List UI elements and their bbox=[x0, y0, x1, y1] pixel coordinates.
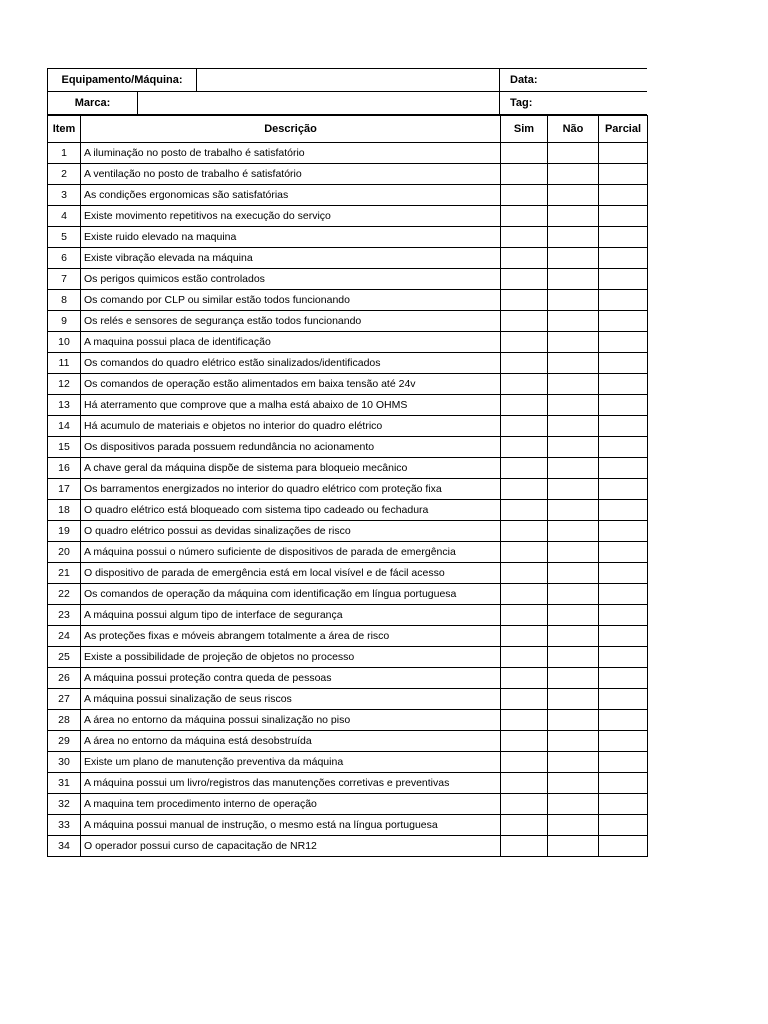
table-row bbox=[48, 269, 648, 290]
item-description: Os dispositivos parada possuem redundância no acionamento bbox=[81, 437, 501, 458]
brand-label: Marca: bbox=[47, 92, 138, 114]
checklist-table bbox=[47, 115, 648, 857]
partial-checkbox-cell[interactable] bbox=[599, 731, 648, 752]
item-description: A área no entorno da máquina possui sinalização no piso bbox=[81, 710, 501, 731]
item-number: 31 bbox=[48, 773, 81, 794]
equipment-field[interactable] bbox=[197, 69, 500, 91]
yes-checkbox-cell[interactable] bbox=[501, 437, 548, 458]
item-number: 11 bbox=[48, 353, 81, 374]
item-number: 21 bbox=[48, 563, 81, 584]
column-partial: Parcial bbox=[599, 116, 648, 143]
yes-checkbox-cell[interactable] bbox=[501, 689, 548, 710]
partial-checkbox-cell[interactable] bbox=[599, 185, 648, 206]
no-checkbox-cell[interactable] bbox=[548, 815, 599, 836]
no-checkbox-cell[interactable] bbox=[548, 752, 599, 773]
item-description: A máquina possui manual de instrução, o mesmo está na língua portuguesa bbox=[81, 815, 501, 836]
item-number: 30 bbox=[48, 752, 81, 773]
partial-checkbox-cell[interactable] bbox=[599, 836, 648, 857]
no-checkbox-cell[interactable] bbox=[548, 206, 599, 227]
yes-checkbox-cell[interactable] bbox=[501, 605, 548, 626]
item-number: 27 bbox=[48, 689, 81, 710]
table-row bbox=[48, 458, 648, 479]
partial-checkbox-cell[interactable] bbox=[599, 206, 648, 227]
table-row bbox=[48, 374, 648, 395]
table-row bbox=[48, 794, 648, 815]
partial-checkbox-cell[interactable] bbox=[599, 521, 648, 542]
item-description: Há aterramento que comprove que a malha está abaixo de 10 OHMS bbox=[81, 395, 501, 416]
partial-checkbox-cell[interactable] bbox=[599, 647, 648, 668]
no-checkbox-cell[interactable] bbox=[548, 542, 599, 563]
partial-checkbox-cell[interactable] bbox=[599, 227, 648, 248]
item-number: 13 bbox=[48, 395, 81, 416]
partial-checkbox-cell[interactable] bbox=[599, 143, 648, 164]
yes-checkbox-cell[interactable] bbox=[501, 416, 548, 437]
yes-checkbox-cell[interactable] bbox=[501, 332, 548, 353]
partial-checkbox-cell[interactable] bbox=[599, 500, 648, 521]
partial-checkbox-cell[interactable] bbox=[599, 668, 648, 689]
yes-checkbox-cell[interactable] bbox=[501, 668, 548, 689]
item-description: Os barramentos energizados no interior do quadro elétrico com proteção fixa bbox=[81, 479, 501, 500]
item-number: 19 bbox=[48, 521, 81, 542]
column-yes: Sim bbox=[501, 116, 548, 143]
no-checkbox-cell[interactable] bbox=[548, 269, 599, 290]
no-checkbox-cell[interactable] bbox=[548, 332, 599, 353]
yes-checkbox-cell[interactable] bbox=[501, 752, 548, 773]
item-description: Existe vibração elevada na máquina bbox=[81, 248, 501, 269]
yes-checkbox-cell[interactable] bbox=[501, 353, 548, 374]
table-row bbox=[48, 731, 648, 752]
no-checkbox-cell[interactable] bbox=[548, 668, 599, 689]
table-row bbox=[48, 311, 648, 332]
item-number: 20 bbox=[48, 542, 81, 563]
table-row bbox=[48, 710, 648, 731]
item-description: A máquina possui o número suficiente de dispositivos de parada de emergência bbox=[81, 542, 501, 563]
item-description: A máquina possui sinalização de seus riscos bbox=[81, 689, 501, 710]
table-row bbox=[48, 521, 648, 542]
partial-checkbox-cell[interactable] bbox=[599, 164, 648, 185]
partial-checkbox-cell[interactable] bbox=[599, 563, 648, 584]
table-row bbox=[48, 227, 648, 248]
date-label: Data: bbox=[510, 74, 538, 86]
table-row bbox=[48, 584, 648, 605]
yes-checkbox-cell[interactable] bbox=[501, 311, 548, 332]
no-checkbox-cell[interactable] bbox=[548, 689, 599, 710]
item-description: A máquina possui proteção contra queda de pessoas bbox=[81, 668, 501, 689]
partial-checkbox-cell[interactable] bbox=[599, 773, 648, 794]
yes-checkbox-cell[interactable] bbox=[501, 248, 548, 269]
yes-checkbox-cell[interactable] bbox=[501, 815, 548, 836]
yes-checkbox-cell[interactable] bbox=[501, 458, 548, 479]
no-checkbox-cell[interactable] bbox=[548, 437, 599, 458]
item-number: 12 bbox=[48, 374, 81, 395]
tag-label: Tag: bbox=[510, 97, 533, 109]
yes-checkbox-cell[interactable] bbox=[501, 290, 548, 311]
yes-checkbox-cell[interactable] bbox=[501, 647, 548, 668]
table-row bbox=[48, 143, 648, 164]
no-checkbox-cell[interactable] bbox=[548, 584, 599, 605]
item-description: A iluminação no posto de trabalho é satisfatório bbox=[81, 143, 501, 164]
partial-checkbox-cell[interactable] bbox=[599, 437, 648, 458]
item-number: 22 bbox=[48, 584, 81, 605]
table-row bbox=[48, 668, 648, 689]
partial-checkbox-cell[interactable] bbox=[599, 542, 648, 563]
partial-checkbox-cell[interactable] bbox=[599, 290, 648, 311]
yes-checkbox-cell[interactable] bbox=[501, 773, 548, 794]
yes-checkbox-cell[interactable] bbox=[501, 206, 548, 227]
yes-checkbox-cell[interactable] bbox=[501, 584, 548, 605]
partial-checkbox-cell[interactable] bbox=[599, 374, 648, 395]
item-description: As condições ergonomicas são satisfatórias bbox=[81, 185, 501, 206]
table-row bbox=[48, 206, 648, 227]
table-row bbox=[48, 500, 648, 521]
item-description: Existe um plano de manutenção preventiva da máquina bbox=[81, 752, 501, 773]
item-description: A chave geral da máquina dispõe de sistema para bloqueio mecânico bbox=[81, 458, 501, 479]
table-row bbox=[48, 689, 648, 710]
partial-checkbox-cell[interactable] bbox=[599, 479, 648, 500]
yes-checkbox-cell[interactable] bbox=[501, 143, 548, 164]
item-description: Existe movimento repetitivos na execução do serviço bbox=[81, 206, 501, 227]
item-number: 29 bbox=[48, 731, 81, 752]
item-description: A ventilação no posto de trabalho é satisfatório bbox=[81, 164, 501, 185]
item-number: 6 bbox=[48, 248, 81, 269]
no-checkbox-cell[interactable] bbox=[548, 164, 599, 185]
item-number: 1 bbox=[48, 143, 81, 164]
item-number: 33 bbox=[48, 815, 81, 836]
item-number: 14 bbox=[48, 416, 81, 437]
no-checkbox-cell[interactable] bbox=[548, 227, 599, 248]
item-number: 24 bbox=[48, 626, 81, 647]
partial-checkbox-cell[interactable] bbox=[599, 710, 648, 731]
column-no: Não bbox=[548, 116, 599, 143]
item-number: 32 bbox=[48, 794, 81, 815]
no-checkbox-cell[interactable] bbox=[548, 500, 599, 521]
no-checkbox-cell[interactable] bbox=[548, 143, 599, 164]
item-number: 26 bbox=[48, 668, 81, 689]
yes-checkbox-cell[interactable] bbox=[501, 395, 548, 416]
item-number: 34 bbox=[48, 836, 81, 857]
table-row bbox=[48, 605, 648, 626]
item-number: 7 bbox=[48, 269, 81, 290]
yes-checkbox-cell[interactable] bbox=[501, 563, 548, 584]
partial-checkbox-cell[interactable] bbox=[599, 815, 648, 836]
partial-checkbox-cell[interactable] bbox=[599, 752, 648, 773]
no-checkbox-cell[interactable] bbox=[548, 395, 599, 416]
column-item: Item bbox=[48, 116, 81, 143]
item-number: 9 bbox=[48, 311, 81, 332]
no-checkbox-cell[interactable] bbox=[548, 710, 599, 731]
yes-checkbox-cell[interactable] bbox=[501, 185, 548, 206]
item-description: A máquina possui algum tipo de interface de segurança bbox=[81, 605, 501, 626]
table-row bbox=[48, 395, 648, 416]
yes-checkbox-cell[interactable] bbox=[501, 836, 548, 857]
table-row bbox=[48, 647, 648, 668]
table-row bbox=[48, 437, 648, 458]
item-number: 25 bbox=[48, 647, 81, 668]
item-description: Os comando por CLP ou similar estão todos funcionando bbox=[81, 290, 501, 311]
item-number: 16 bbox=[48, 458, 81, 479]
item-description: Os perigos quimicos estão controlados bbox=[81, 269, 501, 290]
partial-checkbox-cell[interactable] bbox=[599, 626, 648, 647]
header-row-equipment bbox=[47, 68, 647, 92]
yes-checkbox-cell[interactable] bbox=[501, 269, 548, 290]
item-number: 28 bbox=[48, 710, 81, 731]
equipment-label: Equipamento/Máquina: bbox=[47, 69, 197, 91]
column-description: Descrição bbox=[81, 116, 501, 143]
yes-checkbox-cell[interactable] bbox=[501, 542, 548, 563]
no-checkbox-cell[interactable] bbox=[548, 185, 599, 206]
no-checkbox-cell[interactable] bbox=[548, 626, 599, 647]
yes-checkbox-cell[interactable] bbox=[501, 521, 548, 542]
item-description: Existe ruido elevado na maquina bbox=[81, 227, 501, 248]
table-row bbox=[48, 773, 648, 794]
partial-checkbox-cell[interactable] bbox=[599, 332, 648, 353]
item-number: 17 bbox=[48, 479, 81, 500]
partial-checkbox-cell[interactable] bbox=[599, 248, 648, 269]
item-description: A área no entorno da máquina está desobstruída bbox=[81, 731, 501, 752]
yes-checkbox-cell[interactable] bbox=[501, 227, 548, 248]
item-number: 5 bbox=[48, 227, 81, 248]
item-description: O operador possui curso de capacitação de NR12 bbox=[81, 836, 501, 857]
item-description: Os relés e sensores de segurança estão todos funcionando bbox=[81, 311, 501, 332]
item-number: 8 bbox=[48, 290, 81, 311]
header-row-brand bbox=[47, 92, 647, 115]
no-checkbox-cell[interactable] bbox=[548, 248, 599, 269]
table-row bbox=[48, 290, 648, 311]
item-description: Os comandos de operação estão alimentados em baixa tensão até 24v bbox=[81, 374, 501, 395]
table-row bbox=[48, 563, 648, 584]
partial-checkbox-cell[interactable] bbox=[599, 458, 648, 479]
no-checkbox-cell[interactable] bbox=[548, 458, 599, 479]
yes-checkbox-cell[interactable] bbox=[501, 164, 548, 185]
item-number: 2 bbox=[48, 164, 81, 185]
yes-checkbox-cell[interactable] bbox=[501, 710, 548, 731]
partial-checkbox-cell[interactable] bbox=[599, 605, 648, 626]
yes-checkbox-cell[interactable] bbox=[501, 794, 548, 815]
partial-checkbox-cell[interactable] bbox=[599, 689, 648, 710]
checklist-body bbox=[48, 143, 648, 857]
table-row bbox=[48, 164, 648, 185]
no-checkbox-cell[interactable] bbox=[548, 479, 599, 500]
no-checkbox-cell[interactable] bbox=[548, 605, 599, 626]
no-checkbox-cell[interactable] bbox=[548, 374, 599, 395]
yes-checkbox-cell[interactable] bbox=[501, 626, 548, 647]
no-checkbox-cell[interactable] bbox=[548, 647, 599, 668]
partial-checkbox-cell[interactable] bbox=[599, 794, 648, 815]
item-number: 4 bbox=[48, 206, 81, 227]
item-description: A maquina possui placa de identificação bbox=[81, 332, 501, 353]
table-row bbox=[48, 752, 648, 773]
item-description: Existe a possibilidade de projeção de objetos no processo bbox=[81, 647, 501, 668]
partial-checkbox-cell[interactable] bbox=[599, 269, 648, 290]
no-checkbox-cell[interactable] bbox=[548, 731, 599, 752]
table-row bbox=[48, 248, 648, 269]
brand-field[interactable] bbox=[138, 92, 500, 114]
yes-checkbox-cell[interactable] bbox=[501, 374, 548, 395]
table-row bbox=[48, 836, 648, 857]
item-number: 18 bbox=[48, 500, 81, 521]
item-description: A máquina possui um livro/registros das manutenções corretivas e preventivas bbox=[81, 773, 501, 794]
yes-checkbox-cell[interactable] bbox=[501, 479, 548, 500]
no-checkbox-cell[interactable] bbox=[548, 521, 599, 542]
item-description: A maquina tem procedimento interno de operação bbox=[81, 794, 501, 815]
item-description: O quadro elétrico está bloqueado com sistema tipo cadeado ou fechadura bbox=[81, 500, 501, 521]
item-description: O dispositivo de parada de emergência está em local visível e de fácil acesso bbox=[81, 563, 501, 584]
no-checkbox-cell[interactable] bbox=[548, 290, 599, 311]
partial-checkbox-cell[interactable] bbox=[599, 311, 648, 332]
column-header-row bbox=[48, 116, 648, 143]
item-number: 3 bbox=[48, 185, 81, 206]
no-checkbox-cell[interactable] bbox=[548, 563, 599, 584]
partial-checkbox-cell[interactable] bbox=[599, 353, 648, 374]
partial-checkbox-cell[interactable] bbox=[599, 416, 648, 437]
partial-checkbox-cell[interactable] bbox=[599, 395, 648, 416]
table-row bbox=[48, 353, 648, 374]
item-number: 15 bbox=[48, 437, 81, 458]
yes-checkbox-cell[interactable] bbox=[501, 731, 548, 752]
yes-checkbox-cell[interactable] bbox=[501, 500, 548, 521]
no-checkbox-cell[interactable] bbox=[548, 353, 599, 374]
table-row bbox=[48, 542, 648, 563]
item-number: 23 bbox=[48, 605, 81, 626]
item-description: As proteções fixas e móveis abrangem totalmente a área de risco bbox=[81, 626, 501, 647]
table-row bbox=[48, 815, 648, 836]
table-row bbox=[48, 626, 648, 647]
no-checkbox-cell[interactable] bbox=[548, 794, 599, 815]
no-checkbox-cell[interactable] bbox=[548, 836, 599, 857]
no-checkbox-cell[interactable] bbox=[548, 311, 599, 332]
item-description: Os comandos de operação da máquina com identificação em língua portuguesa bbox=[81, 584, 501, 605]
item-description: Os comandos do quadro elétrico estão sinalizados/identificados bbox=[81, 353, 501, 374]
table-row bbox=[48, 416, 648, 437]
no-checkbox-cell[interactable] bbox=[548, 416, 599, 437]
table-row bbox=[48, 185, 648, 206]
item-number: 10 bbox=[48, 332, 81, 353]
item-description: O quadro elétrico possui as devidas sinalizações de risco bbox=[81, 521, 501, 542]
table-row bbox=[48, 332, 648, 353]
checklist-sheet bbox=[47, 68, 647, 857]
no-checkbox-cell[interactable] bbox=[548, 773, 599, 794]
partial-checkbox-cell[interactable] bbox=[599, 584, 648, 605]
table-row bbox=[48, 479, 648, 500]
item-description: Há acumulo de materiais e objetos no interior do quadro elétrico bbox=[81, 416, 501, 437]
